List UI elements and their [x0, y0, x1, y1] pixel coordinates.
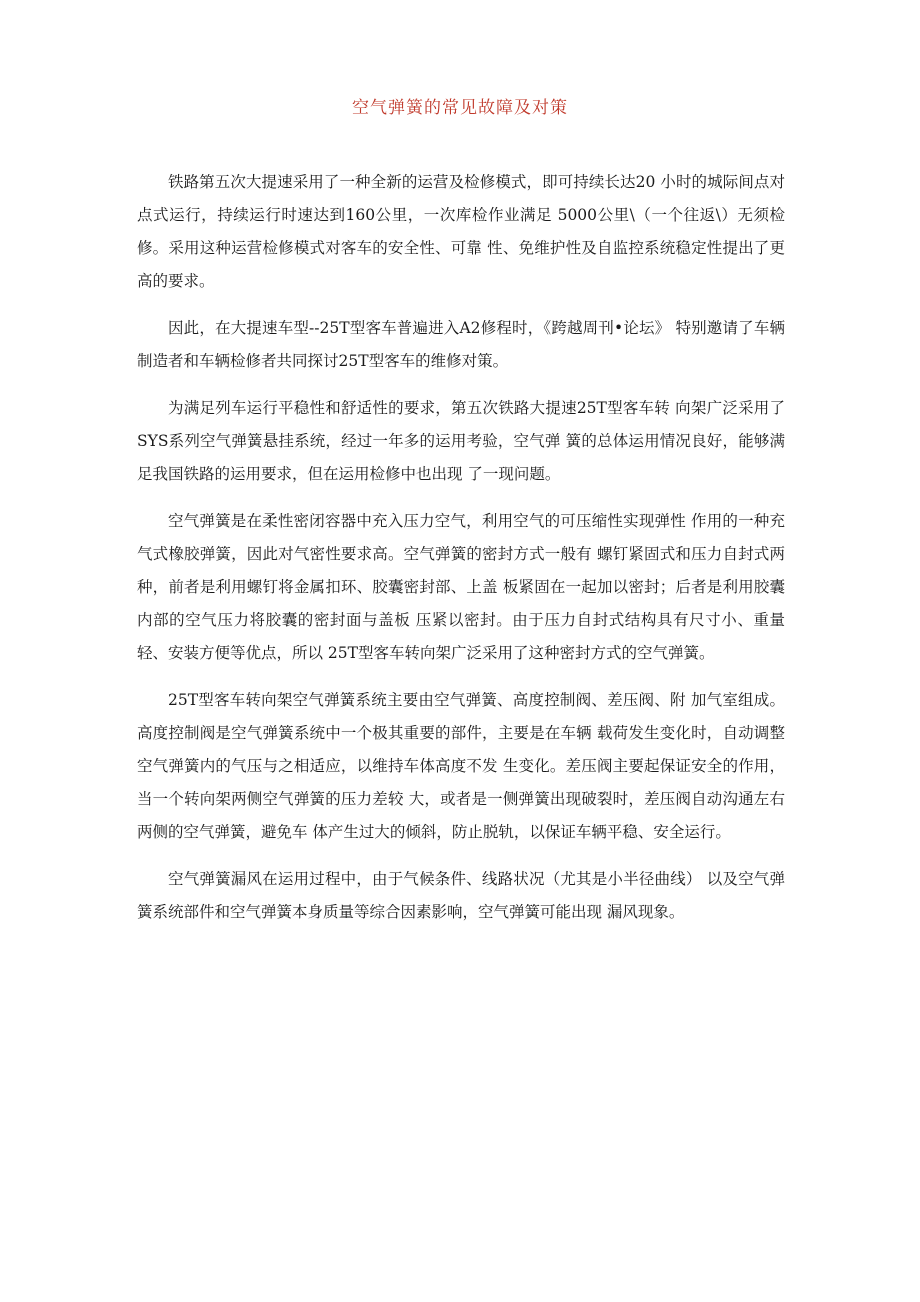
- paragraph-5: 25T型客车转向架空气弹簧系统主要由空气弹簧、高度控制阀、差压阀、附 加气室组成。高度控制阀是空气弹簧系统中一个极其重要的部件，主要是在车辆 载荷发生变化时，自动调整空气弹簧内的气压与之相适应，以维持车体高度不发 生变化。差压阀主要起保证安全的作用，当一个转向架两侧空气弹簧的压力差较 大，或者是一侧弹簧出现破裂时，差压阀自动沟通左右两侧的空气弹簧，避免车 体产生过大的倾斜，防止脱轨，以保证车辆平稳、安全运行。: [137, 691, 785, 841]
- paragraph-3: 为满足列车运行平稳性和舒适性的要求，第五次铁路大提速25T型客车转 向架广泛采用了 SYS系列空气弹簧悬挂系统，经过一年多的运用考验，空气弹 簧的总体运用情况良好，能够满足我国铁路的运用要求，但在运用检修中也出现 了一现问题。: [137, 399, 785, 483]
- document-title: 空气弹簧的常见故障及对策: [352, 98, 568, 118]
- paragraph-4: 空气弹簧是在柔性密闭容器中充入压力空气，利用空气的可压缩性实现弹性 作用的一种充气式橡胶弹簧，因此对气密性要求高。空气弹簧的密封方式一般有 螺钉紧固式和压力自封式两种，前者是利用螺钉将金属扣环、胶囊密封部、上盖 板紧固在一起加以密封；后者是利用胶囊内部的空气压力将胶囊的密封面与盖板 压紧以密封。由于压力自封式结构具有尺寸小、重量轻、安装方便等优点，所以 25T型客车转向架广泛采用了这种密封方式的空气弹簧。: [137, 512, 785, 662]
- paragraph-6: 空气弹簧漏风在运用过程中，由于气候条件、线路状况（尤其是小半径曲线） 以及空气弹簧系统部件和空气弹簧本身质量等综合因素影响，空气弹簧可能出现 漏风现象。: [137, 870, 785, 921]
- paragraph-1: 铁路第五次大提速采用了一种全新的运营及检修模式，即可持续长达20 小时的城际间点对点式运行，持续运行时速达到160公里，一次库检作业满足 5000公里\（一个往返\）无须检修。采用这种运营检修模式对客车的安全性、可靠 性、免维护性及自监控系统稳定性提出了更高的要求。: [137, 173, 785, 290]
- document-body: [137, 166, 785, 943]
- paragraph-2: 因此，在大提速车型--25T型客车普遍进入A2修程时，《跨越周刊•论坛》 特别邀请了车辆制造者和车辆检修者共同探讨25T型客车的维修对策。: [137, 319, 785, 370]
